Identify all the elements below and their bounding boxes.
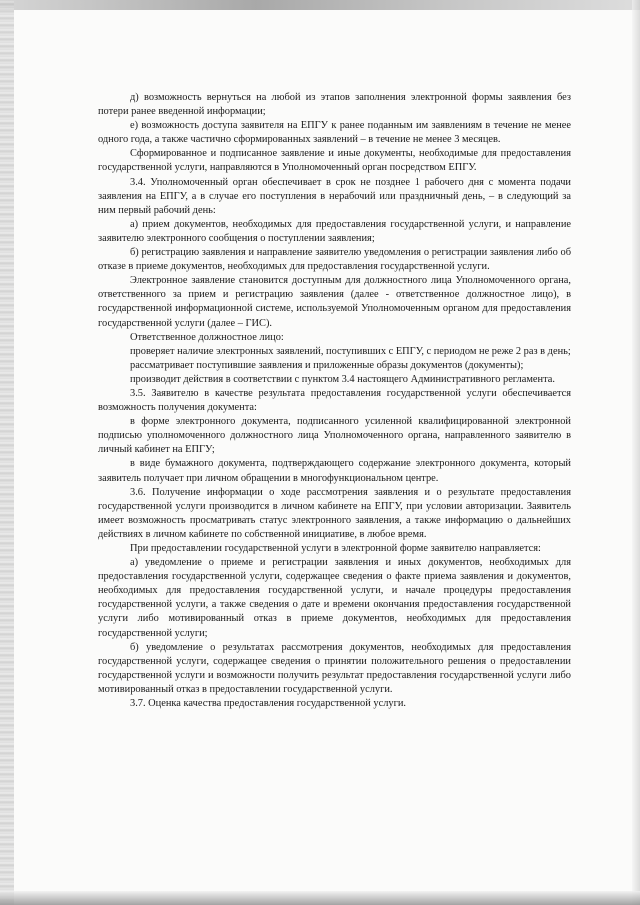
paragraph-3-4-b: б) регистрацию заявления и направление заявителю уведомления о регистрации заявления либо об отказе в приеме документов, необходимых для предоставления государственной услуги. xyxy=(98,247,571,273)
paragraph-e: е) возможность доступа заявителя на ЕПГУ к ранее поданным им заявлениям в течение не менее одного года, а также частично сформированных заявлений – в течение не менее 3 месяцев. xyxy=(98,120,571,146)
paragraph-3-4: 3.4. Уполномоченный орган обеспечивает в срок не позднее 1 рабочего дня с момента подачи заявления на ЕПГУ, а в случае его поступления в нерабочий или праздничный день, – в следующий за ним первый рабочий день: xyxy=(98,176,571,216)
paragraph-responsible-official: Ответственное должностное лицо: xyxy=(130,331,284,343)
document-body xyxy=(98,91,571,711)
paragraph-reviews: рассматривает поступившие заявления и приложенные образы документов (документы); xyxy=(130,359,524,371)
paragraph-notification-b: б) уведомление о результатах рассмотрения документов, необходимых для предоставления государственной услуги, содержащее сведения о принятии положительного решения о предоставлении государственной услуги и возможности получить результат предоставления государственной услуги либо мотивированный отказ в предоставлении государственной услуги. xyxy=(98,641,571,695)
paragraph-d: д) возможность вернуться на любой из этапов заполнения электронной формы заявления без потери ранее введенной информации; xyxy=(98,92,571,118)
paragraph-3-4-a: а) прием документов, необходимых для предоставления государственной услуги, и направление заявителю электронного сообщения о поступлении заявления; xyxy=(98,218,571,244)
scan-edge-bottom xyxy=(0,891,640,905)
paragraph-notification-a: а) уведомление о приеме и регистрации заявления и иных документов, необходимых для предоставления государственной услуги, содержащее сведения о факте приема заявления и документов, необходимых для предоставления государственной услуги, и начале процедуры предоставления государственной услуги, а также сведения о дате и времени окончания предоставления государственной услуги либо мотивированный отказ в приеме документов, необходимых для предоставления государственной услуги; xyxy=(98,557,571,639)
paragraph-checks: проверяет наличие электронных заявлений, поступивших с ЕПГУ, с периодом не реже 2 раз в день; xyxy=(130,345,571,357)
paragraph-paper-document: в виде бумажного документа, подтверждающего содержание электронного документа, который заявитель получает при личном обращении в многофункциональном центре. xyxy=(98,458,571,484)
paragraph-electronic-document: в форме электронного документа, подписанного усиленной квалифицированной электронной подписью уполномоченного должностного лица Уполномоченного органа, направленного заявителю в личный кабинет на ЕПГУ; xyxy=(98,416,571,456)
scan-edge-right xyxy=(632,0,640,905)
scan-edge-top xyxy=(0,0,640,10)
paragraph-3-5: 3.5. Заявителю в качестве результата предоставления государственной услуги обеспечивается возможность получения документа: xyxy=(98,387,571,414)
paragraph-electronic-application: Электронное заявление становится доступным для должностного лица Уполномоченного органа, ответственного за прием и регистрацию заявления (далее - ответственное должностное лицо), в государственной информационной системе, используемой Уполномоченным органом для предоставления государственной услуги (далее – ГИС). xyxy=(98,275,571,329)
paragraph-performs: производит действия в соответствии с пунктом 3.4 настоящего Административного регламента. xyxy=(130,373,555,385)
paragraph-3-7: 3.7. Оценка качества предоставления государственной услуги. xyxy=(130,698,407,710)
paragraph-submission: Сформированное и подписанное заявление и иные документы, необходимые для предоставления государственной услуги, направляются в Уполномоченный орган посредством ЕПГУ. xyxy=(98,148,571,174)
paragraph-3-6: 3.6. Получение информации о ходе рассмотрения заявления и о результате предоставления государственной услуги производится в личном кабинете на ЕПГУ, при условии авторизации. Заявитель имеет возможность просматривать статус электронного заявления, а также информацию о дальнейших действиях в личном кабинете по собственной инициативе, в любое время. xyxy=(98,486,571,540)
paragraph-notifications-intro: При предоставлении государственной услуги в электронной форме заявителю направляется: xyxy=(130,543,541,554)
scan-edge-left xyxy=(0,0,14,905)
